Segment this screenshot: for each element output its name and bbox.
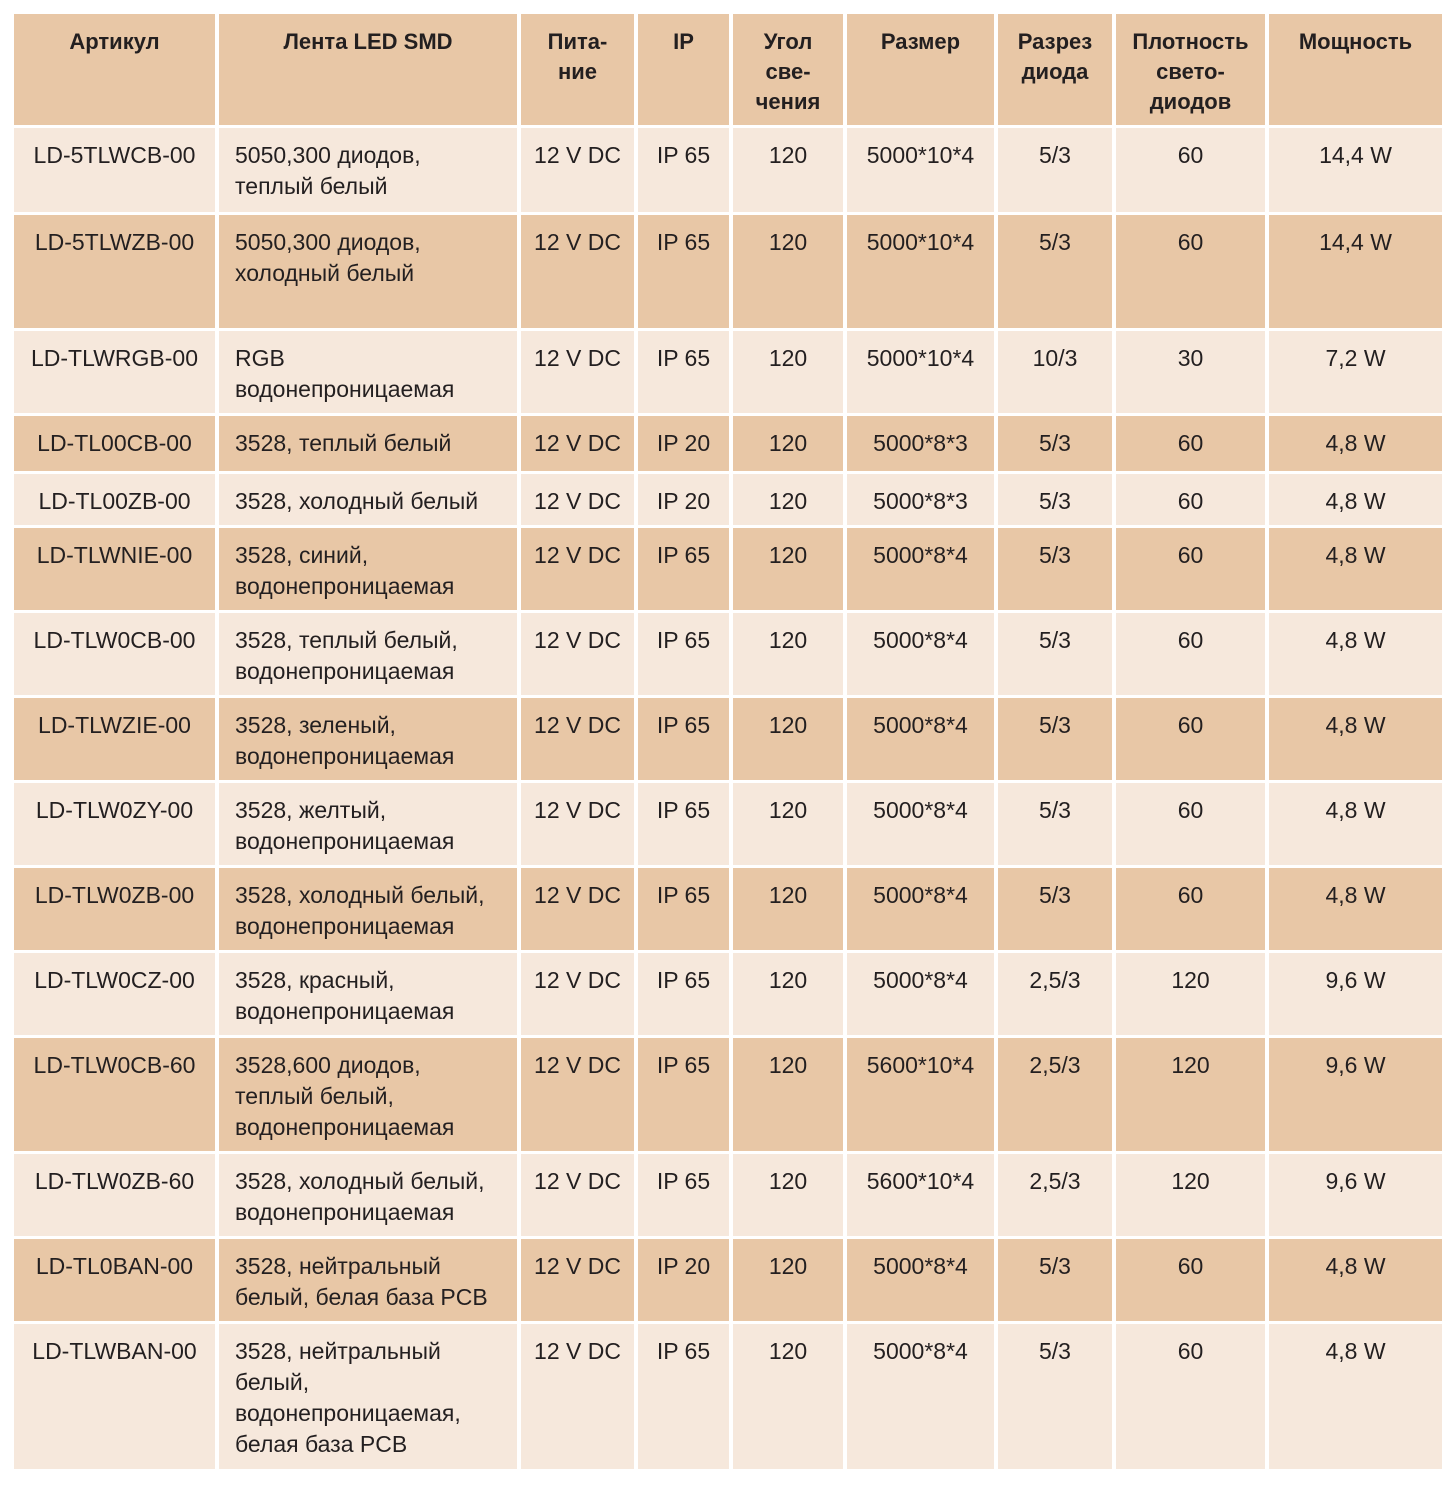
cell-beam-angle: 120 (733, 698, 847, 780)
cell-power-supply: 12 V DC (521, 1239, 638, 1321)
cell-article: LD-TLWZIE-00 (14, 698, 219, 780)
cell-power-supply: 12 V DC (521, 215, 638, 328)
cell-wattage: 4,8 W (1325, 797, 1386, 823)
cell-size: 5000*10*4 (847, 128, 998, 212)
header-line: све- (765, 59, 811, 84)
cell-diode-cut: 5/3 (998, 474, 1116, 525)
cell-beam-angle: 120 (733, 1239, 847, 1321)
description-line: 3528,600 диодов, (235, 1052, 421, 1078)
header-led-density (1116, 14, 1269, 125)
description-line: 3528, холодный белый, (235, 882, 485, 908)
cell-led-density: 60 (1116, 613, 1269, 695)
cell-size: 5000*8*4 (847, 868, 998, 950)
description-line: водонепроницаемая (235, 1114, 455, 1140)
cell-wattage: 7,2 W (1325, 345, 1386, 371)
description-line: водонепроницаемая (235, 828, 455, 854)
cell-size: 5000*8*4 (847, 1324, 998, 1469)
description-line: 3528, теплый белый, (235, 627, 458, 653)
cell-power-supply: 12 V DC (521, 331, 638, 413)
cell-article: LD-TLW0CB-60 (14, 1038, 219, 1151)
cell-power-supply: 12 V DC (521, 1038, 638, 1151)
cell-ip: IP 20 (638, 474, 733, 525)
cell-beam-angle: 120 (733, 613, 847, 695)
table-row (14, 1324, 1442, 1472)
cell-wattage: 14,4 W (1319, 229, 1392, 255)
description-line: RGB (235, 345, 285, 371)
table-row (14, 528, 1442, 613)
header-line: Плотность (1132, 29, 1249, 54)
header-power-supply (521, 14, 638, 125)
cell-beam-angle: 120 (733, 528, 847, 610)
cell-led-density: 60 (1116, 868, 1269, 950)
cell-led-density: 60 (1116, 474, 1269, 525)
cell-wattage: 4,8 W (1325, 488, 1386, 514)
table-body (14, 128, 1442, 1472)
cell-description (219, 613, 521, 695)
cell-led-density: 120 (1116, 1038, 1269, 1151)
cell-diode-cut: 5/3 (998, 1239, 1116, 1321)
cell-article: LD-TLW0CB-00 (14, 613, 219, 695)
cell-wattage: 14,4 W (1319, 142, 1392, 168)
cell-ip: IP 65 (638, 331, 733, 413)
description-line: белый, (235, 1369, 310, 1395)
cell-wattage: 4,8 W (1325, 882, 1386, 908)
table-header-row (14, 14, 1442, 128)
cell-power-supply: 12 V DC (521, 416, 638, 471)
cell-diode-cut: 5/3 (998, 613, 1116, 695)
cell-diode-cut: 2,5/3 (998, 953, 1116, 1035)
cell-diode-cut: 2,5/3 (998, 1154, 1116, 1236)
header-ip (638, 14, 733, 125)
cell-ip: IP 65 (638, 1324, 733, 1469)
led-strip-spec-table (14, 14, 1442, 1472)
cell-size: 5000*8*4 (847, 613, 998, 695)
cell-description (219, 474, 521, 525)
cell-diode-cut: 5/3 (998, 128, 1116, 212)
cell-beam-angle: 120 (733, 416, 847, 471)
cell-beam-angle: 120 (733, 1038, 847, 1151)
header-line: Разрез (1017, 29, 1093, 54)
cell-diode-cut: 5/3 (998, 698, 1116, 780)
description-line: 3528, теплый белый (235, 430, 452, 456)
cell-wattage: 4,8 W (1325, 627, 1386, 653)
cell-power-supply: 12 V DC (521, 1324, 638, 1469)
cell-article: LD-TLW0ZB-60 (14, 1154, 219, 1236)
cell-beam-angle: 120 (733, 953, 847, 1035)
cell-size: 5000*8*4 (847, 783, 998, 865)
description-line: 3528, синий, (235, 542, 369, 568)
cell-diode-cut: 5/3 (998, 528, 1116, 610)
cell-diode-cut: 5/3 (998, 416, 1116, 471)
description-line: 3528, желтый, (235, 797, 387, 823)
header-line: Лента LED SMD (283, 29, 453, 54)
cell-power-supply: 12 V DC (521, 953, 638, 1035)
header-article (14, 14, 219, 125)
cell-ip: IP 65 (638, 528, 733, 610)
cell-article: LD-TL00CB-00 (14, 416, 219, 471)
table-row (14, 215, 1442, 331)
description-line: водонепроницаемая (235, 913, 455, 939)
cell-power-supply: 12 V DC (521, 528, 638, 610)
cell-size: 5000*10*4 (847, 215, 998, 328)
header-line: ние (557, 59, 598, 84)
header-line: диода (1021, 59, 1089, 84)
cell-power-supply: 12 V DC (521, 783, 638, 865)
cell-size: 5600*10*4 (847, 1038, 998, 1151)
cell-description (219, 783, 521, 865)
cell-article: LD-TL00ZB-00 (14, 474, 219, 525)
cell-led-density: 60 (1116, 528, 1269, 610)
cell-diode-cut: 2,5/3 (998, 1038, 1116, 1151)
description-line: 3528, холодный белый, (235, 1168, 485, 1194)
cell-article: LD-TLWNIE-00 (14, 528, 219, 610)
cell-ip: IP 65 (638, 613, 733, 695)
cell-wattage: 4,8 W (1325, 1253, 1386, 1279)
cell-ip: IP 65 (638, 953, 733, 1035)
header-line: Пита- (547, 29, 608, 54)
cell-led-density: 60 (1116, 783, 1269, 865)
description-line: 3528, нейтральный (235, 1253, 441, 1279)
header-line: Размер (880, 29, 961, 54)
cell-power-supply: 12 V DC (521, 868, 638, 950)
description-line: водонепроницаемая (235, 1199, 455, 1225)
cell-led-density: 60 (1116, 1239, 1269, 1321)
description-line: водонепроницаемая, (235, 1400, 461, 1426)
cell-size: 5000*8*4 (847, 953, 998, 1035)
cell-article: LD-5TLWZB-00 (14, 215, 219, 328)
cell-power-supply: 12 V DC (521, 128, 638, 212)
cell-size: 5000*8*3 (847, 416, 998, 471)
cell-wattage: 9,6 W (1325, 1168, 1386, 1194)
cell-description (219, 953, 521, 1035)
cell-size: 5000*8*4 (847, 528, 998, 610)
cell-ip: IP 20 (638, 416, 733, 471)
cell-description (219, 128, 521, 212)
cell-led-density: 60 (1116, 698, 1269, 780)
header-line: Мощность (1298, 29, 1413, 54)
cell-power-supply: 12 V DC (521, 613, 638, 695)
cell-diode-cut: 5/3 (998, 215, 1116, 328)
cell-ip: IP 65 (638, 1038, 733, 1151)
cell-led-density: 120 (1116, 953, 1269, 1035)
cell-ip: IP 65 (638, 128, 733, 212)
cell-article: LD-TLWBAN-00 (14, 1324, 219, 1469)
table-row (14, 783, 1442, 868)
description-line: 3528, холодный белый (235, 488, 479, 514)
cell-description (219, 331, 521, 413)
header-size (847, 14, 998, 125)
header-wattage (1269, 14, 1442, 125)
description-line: водонепроницаемая (235, 376, 455, 402)
description-line: 5050,300 диодов, (235, 142, 421, 168)
description-line: белая база PCB (235, 1431, 408, 1457)
table-row (14, 953, 1442, 1038)
header-led-strip (219, 14, 521, 125)
cell-size: 5000*8*4 (847, 698, 998, 780)
cell-size: 5000*10*4 (847, 331, 998, 413)
header-line: диодов (1149, 89, 1232, 114)
header-beam-angle (733, 14, 847, 125)
description-line: 3528, красный, (235, 967, 395, 993)
description-line: водонепроницаемая (235, 998, 455, 1024)
table-row (14, 474, 1442, 528)
cell-size: 5000*8*4 (847, 1239, 998, 1321)
cell-diode-cut: 10/3 (998, 331, 1116, 413)
description-line: белый, белая база PCB (235, 1284, 488, 1310)
cell-diode-cut: 5/3 (998, 868, 1116, 950)
cell-wattage: 4,8 W (1325, 430, 1386, 456)
header-line: IP (673, 29, 694, 54)
cell-article: LD-5TLWCB-00 (14, 128, 219, 212)
cell-ip: IP 65 (638, 215, 733, 328)
cell-led-density: 60 (1116, 215, 1269, 328)
cell-wattage: 9,6 W (1325, 1052, 1386, 1078)
cell-wattage: 4,8 W (1325, 1338, 1386, 1364)
header-line: чения (755, 89, 821, 114)
cell-led-density: 60 (1116, 416, 1269, 471)
table-row (14, 1239, 1442, 1324)
cell-description (219, 1239, 521, 1321)
header-line: свето- (1156, 59, 1225, 84)
description-line: водонепроницаемая (235, 743, 455, 769)
cell-beam-angle: 120 (733, 1154, 847, 1236)
header-line: Артикул (69, 29, 160, 54)
cell-description (219, 1038, 521, 1151)
cell-description (219, 698, 521, 780)
cell-beam-angle: 120 (733, 215, 847, 328)
cell-beam-angle: 120 (733, 128, 847, 212)
cell-beam-angle: 120 (733, 474, 847, 525)
cell-article: LD-TLWRGB-00 (14, 331, 219, 413)
cell-ip: IP 65 (638, 698, 733, 780)
table-row (14, 868, 1442, 953)
description-line: теплый белый, (235, 1083, 394, 1109)
cell-power-supply: 12 V DC (521, 698, 638, 780)
cell-description (219, 1154, 521, 1236)
cell-diode-cut: 5/3 (998, 1324, 1116, 1469)
cell-size: 5000*8*3 (847, 474, 998, 525)
description-line: теплый белый (235, 173, 388, 199)
cell-description (219, 416, 521, 471)
table-row (14, 416, 1442, 474)
cell-ip: IP 65 (638, 868, 733, 950)
table-row (14, 698, 1442, 783)
cell-beam-angle: 120 (733, 331, 847, 413)
cell-article: LD-TL0BAN-00 (14, 1239, 219, 1321)
cell-ip: IP 65 (638, 1154, 733, 1236)
cell-ip: IP 65 (638, 783, 733, 865)
description-line: водонепроницаемая (235, 573, 455, 599)
cell-led-density: 60 (1116, 1324, 1269, 1469)
cell-wattage: 4,8 W (1325, 712, 1386, 738)
cell-led-density: 30 (1116, 331, 1269, 413)
cell-description (219, 1324, 521, 1469)
cell-beam-angle: 120 (733, 1324, 847, 1469)
header-diode-cut (998, 14, 1116, 125)
cell-wattage: 4,8 W (1325, 542, 1386, 568)
header-line: Угол (763, 29, 813, 54)
cell-article: LD-TLW0ZB-00 (14, 868, 219, 950)
cell-power-supply: 12 V DC (521, 1154, 638, 1236)
description-line: 5050,300 диодов, (235, 229, 421, 255)
cell-led-density: 120 (1116, 1154, 1269, 1236)
description-line: водонепроницаемая (235, 658, 455, 684)
cell-article: LD-TLW0ZY-00 (14, 783, 219, 865)
cell-description (219, 528, 521, 610)
description-line: холодный белый (235, 260, 415, 286)
table-row (14, 128, 1442, 215)
cell-power-supply: 12 V DC (521, 474, 638, 525)
cell-article: LD-TLW0CZ-00 (14, 953, 219, 1035)
table-row (14, 331, 1442, 416)
cell-description (219, 868, 521, 950)
cell-ip: IP 20 (638, 1239, 733, 1321)
cell-size: 5600*10*4 (847, 1154, 998, 1236)
table-row (14, 613, 1442, 698)
table-row (14, 1038, 1442, 1154)
cell-description (219, 215, 521, 328)
description-line: 3528, нейтральный (235, 1338, 441, 1364)
description-line: 3528, зеленый, (235, 712, 396, 738)
cell-beam-angle: 120 (733, 868, 847, 950)
table-row (14, 1154, 1442, 1239)
cell-led-density: 60 (1116, 128, 1269, 212)
cell-beam-angle: 120 (733, 783, 847, 865)
cell-diode-cut: 5/3 (998, 783, 1116, 865)
cell-wattage: 9,6 W (1325, 967, 1386, 993)
